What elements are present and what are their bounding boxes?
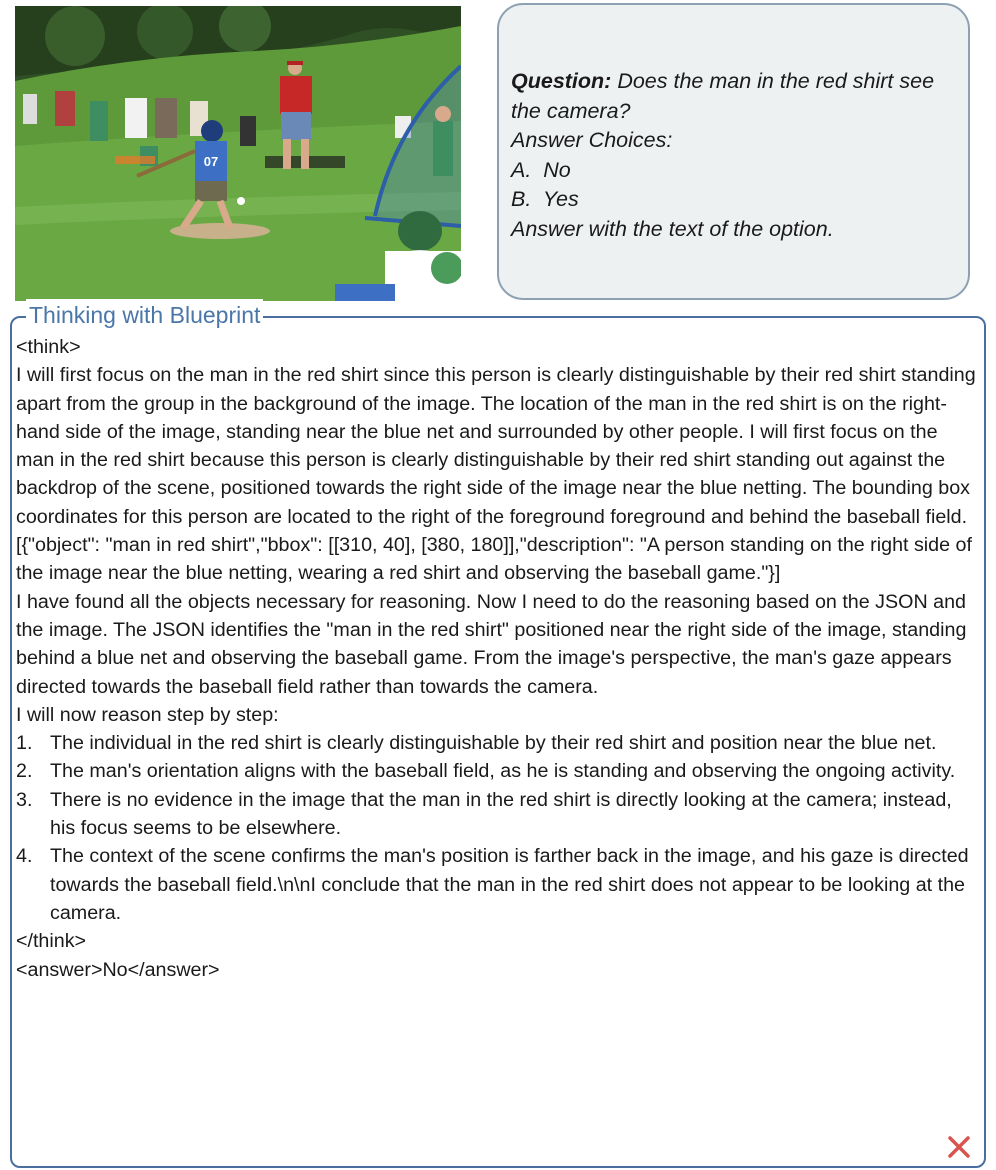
step-text: The context of the scene confirms the man's position is farther back in the image, and his gaze is directed towards the baseball field.\n\nI conclude that the man in the red shirt does not appear to be looking at the camera.: [50, 845, 969, 924]
think-close-tag: </think>: [16, 930, 87, 953]
cross-icon: [946, 1134, 972, 1160]
step-item: [16, 786, 978, 843]
step-number: 1.: [16, 732, 33, 755]
json-output: [{"object": "man in red shirt","bbox": [[310, 40], [380, 180]],"description": "A person standing on the right side of the image near the blue netting, wearing a red shirt and observing the baseball game."}]: [16, 534, 972, 585]
question-box: [497, 3, 970, 300]
reasoning-content: [16, 333, 978, 984]
baseball-photo: [15, 6, 461, 301]
step-number: 3.: [16, 788, 33, 811]
step-item: [16, 729, 978, 757]
choice-a: A. No: [511, 157, 571, 182]
steps-intro: I will now reason step by step:: [16, 703, 279, 726]
step-number: 4.: [16, 845, 33, 868]
panel-title: Thinking with Blueprint: [26, 299, 263, 331]
step-number: 2.: [16, 760, 33, 783]
reasoning-paragraph-1: I will first focus on the man in the red shirt since this person is clearly distinguishable by their red shirt standing apart from the group in the background of the image. The location of the man in the red shirt is on the right-hand side of the image, standing near the blue net and surrounded by other people. I will first focus on the man in the red shirt because this person is clearly distinguishable by their red shirt standing out against the backdrop of the scene, positioned towards the right side of the image near the blue netting. The bounding box coordinates for this person are located to the right of the foreground foreground and behind the baseball field.: [16, 364, 976, 528]
question: [511, 67, 956, 126]
question-text: Does the man in the red shirt see the camera?: [511, 69, 935, 123]
baseball-scene: [15, 6, 461, 301]
step-text: The man's orientation aligns with the baseball field, as he is standing and observing the ongoing activity.: [50, 760, 956, 783]
reasoning-steps: [16, 729, 978, 927]
choices-label: Answer Choices:: [511, 128, 673, 152]
instruction: Answer with the text of the option.: [511, 216, 834, 241]
think-open-tag: <think>: [16, 336, 81, 358]
step-text: The individual in the red shirt is clearly distinguishable by their red shirt and position near the blue net.: [50, 732, 937, 755]
question-label: Question:: [511, 69, 612, 93]
final-answer: <answer>No</answer>: [16, 958, 220, 981]
jersey-number: 07: [203, 154, 219, 169]
step-item: [16, 757, 978, 785]
reasoning-paragraph-2: I have found all the objects necessary for reasoning. Now I need to do the reasoning based on the JSON and the image. The JSON identifies the "man in the red shirt" positioned near the right side of the image, standing behind a blue net and observing the baseball game. From the image's perspective, the man's gaze appears directed towards the baseball field rather than towards the camera.: [16, 590, 967, 698]
choice-b: B. Yes: [511, 187, 579, 211]
step-item: [16, 842, 978, 927]
step-text: There is no evidence in the image that the man in the red shirt is directly looking at the camera; instead, his focus seems to be elsewhere.: [50, 788, 952, 840]
